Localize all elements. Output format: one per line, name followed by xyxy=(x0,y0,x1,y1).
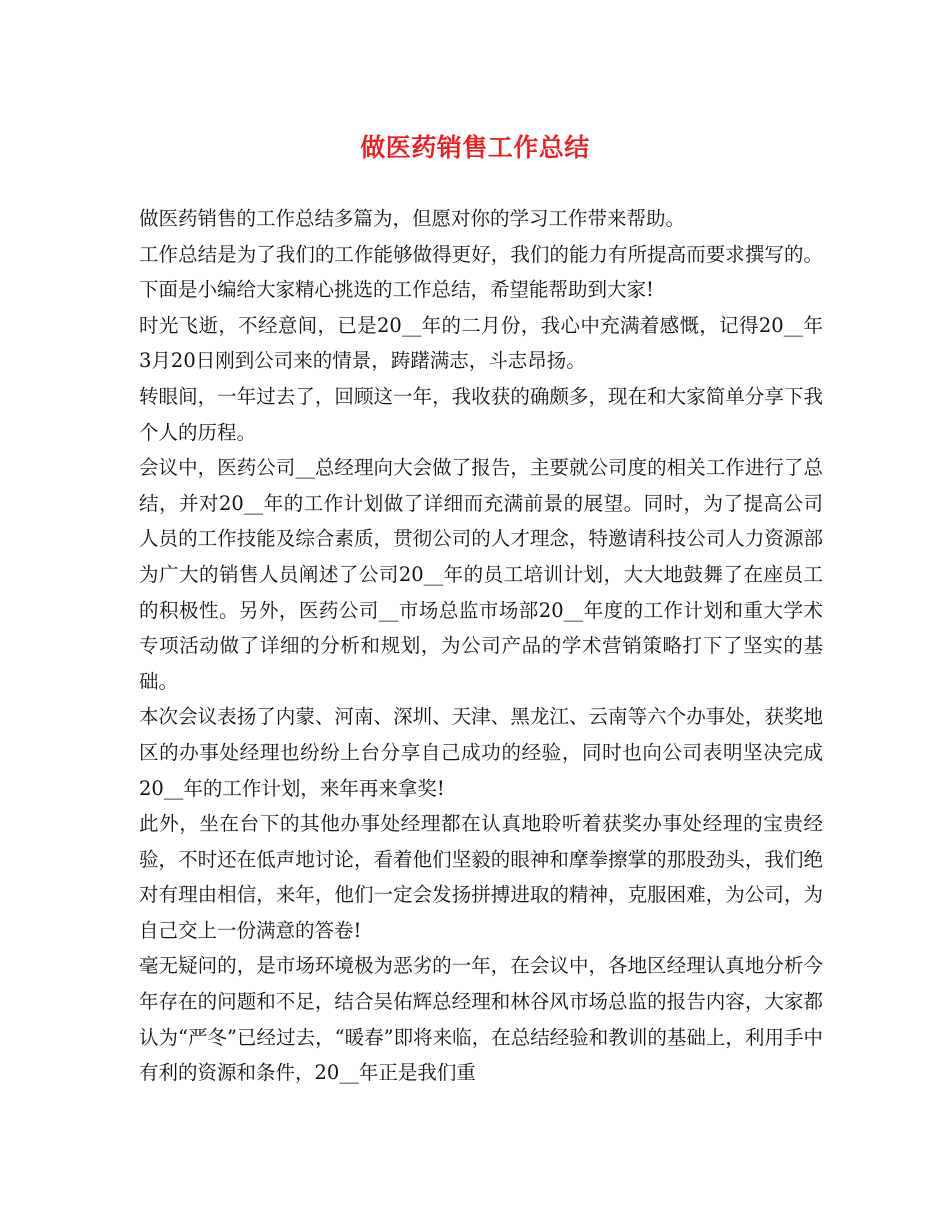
paragraph-audience: 此外，坐在台下的其他办事处经理都在认真地聆听着获奖办事处经理的宝贵经验，不时还在低声地讨论，看着他们坚毅的眼神和摩拳擦掌的那股劲头，我们绝对有理由相信，来年，他们一定会发扬拼搏进取的精神，克服困难，为公司，为自己交上一份满意的答卷! xyxy=(139,812,823,942)
paragraph-intro: 做医药销售的工作总结多篇为，但愿对你的学习工作带来帮助。 xyxy=(139,207,686,230)
paragraph-market: 毫无疑问的，是市场环境极为恶劣的一年，在会议中，各地区经理认真地分析今年存在的问题和不足，结合吴佑辉总经理和林谷风市场总监的报告内容，大家都认为“严冬”已经过去，“暖春”即将来临，在总结经验和教训的基础上，利用手中有利的资源和条件，20__年正是我们重 xyxy=(139,954,823,1085)
document-body xyxy=(139,201,823,1091)
document-title: 做医药销售工作总结 xyxy=(360,133,590,162)
paragraph-meeting: 会议中，医药公司__总经理向大会做了报告，主要就公司度的相关工作进行了总结，并对20__年的工作计划做了详细而充满前景的展望。同时，为了提高公司人员的工作技能及综合素质，贯彻公司的人才理念，特邀请科技公司人力资源部为广大的销售人员阐述了公司20__年的员工培训计划，大大地鼓舞了在座员工的积极性。另外，医药公司__市场总监市场部20__年度的工作计划和重大学术专项活动做了详细的分析和规划，为公司产品的学术营销策略打下了坚实的基础。 xyxy=(139,456,823,693)
paragraph-review: 转眼间，一年过去了，回顾这一年，我收获的确颇多，现在和大家简单分享下我个人的历程。 xyxy=(139,384,823,444)
paragraph-awards: 本次会议表扬了内蒙、河南、深圳、天津、黑龙江、云南等六个办事处，获奖地区的办事处经理也纷纷上台分享自己成功的经验，同时也向公司表明坚决完成20__年的工作计划，来年再来拿奖! xyxy=(139,705,823,800)
paragraph-purpose: 工作总结是为了我们的工作能够做得更好，我们的能力有所提高而要求撰写的。下面是小编给大家精心挑选的工作总结，希望能帮助到大家! xyxy=(139,242,823,302)
paragraph-time: 时光飞逝，不经意间，已是20__年的二月份，我心中充满着感慨，记得20__年3月20日刚到公司来的情景，踌躇满志，斗志昂扬。 xyxy=(139,313,823,373)
